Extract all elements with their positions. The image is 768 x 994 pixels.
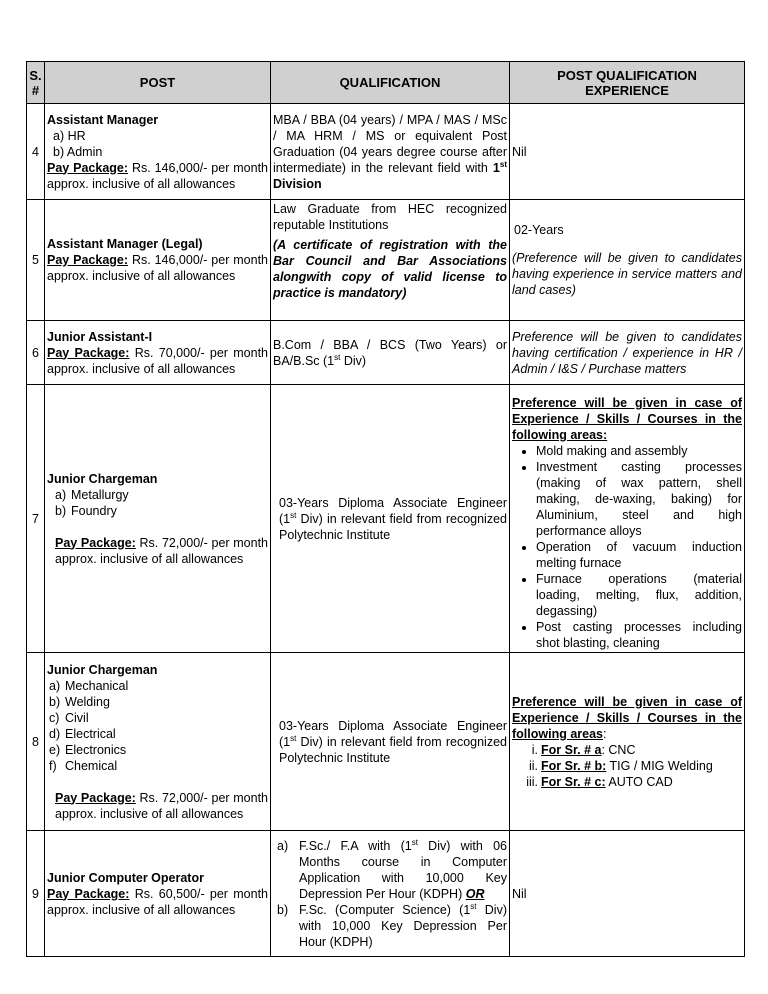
row-sno: 9 — [27, 831, 45, 957]
list-item: • Investment casting processes (making of wax pattern, shell making, de-waxing, baking) for Aluminium, steel and high performance alloys — [536, 459, 742, 539]
experience-cell: Preference will be given to candidates having certification / experience in HR / Admin / I&S / Purchase matters — [510, 321, 745, 385]
list-item: a) HR — [53, 128, 86, 143]
experience-list — [512, 742, 742, 790]
post-items — [47, 678, 268, 774]
experience-note: (Preference will be given to candidates having experience in service matters and land cases) — [512, 251, 742, 297]
post-title: Junior Computer Operator — [47, 870, 204, 885]
qualification-cell: 03-Years Diploma Associate Engineer (1st Div) in relevant field from recognized Polytechnic Institute — [271, 653, 510, 831]
table-header-row — [27, 62, 745, 104]
pay-package: Pay Package: Rs. 72,000/- per month approx. inclusive of all allowances — [55, 790, 268, 821]
list-item: b) Foundry — [55, 503, 117, 518]
table-row — [27, 831, 745, 957]
row-sno: 6 — [27, 321, 45, 385]
list-item: b) Welding — [49, 694, 110, 709]
header-post: POST — [45, 62, 271, 104]
table-row — [27, 385, 745, 653]
experience-cell: Nil — [510, 104, 745, 200]
post-cell — [45, 385, 271, 653]
table-row — [27, 200, 745, 321]
list-item: i. For Sr. # a: CNC — [531, 742, 636, 757]
qualification-cell: B.Com / BBA / BCS (Two Years) or BA/B.Sc (1st Div) — [271, 321, 510, 385]
table-row — [27, 321, 745, 385]
qualification-cell: a) F.Sc./ F.A with (1st Div) with 06 Months course in Computer Application with 10,000 Key Depression Per Hour (KDPH) OR b) F.Sc. (Computer Science) (1st Div) with 10,000 Key Depression Per Hour (KDPH) — [271, 831, 510, 957]
list-item: iii. For Sr. # c: AUTO CAD — [526, 774, 673, 789]
table-row — [27, 653, 745, 831]
experience-cell: Nil — [510, 831, 745, 957]
row-sno: 5 — [27, 200, 45, 321]
jobs-table — [26, 61, 745, 957]
header-experience: POST QUALIFICATION EXPERIENCE — [510, 62, 745, 104]
post-title: Assistant Manager (Legal) — [47, 237, 203, 251]
post-cell — [45, 831, 271, 957]
qualification-cell: 03-Years Diploma Associate Engineer (1st Div) in relevant field from recognized Polytechnic Institute — [271, 385, 510, 653]
list-item: • Mold making and assembly — [536, 443, 742, 459]
post-items — [47, 128, 268, 160]
list-item: d) Electrical — [49, 726, 116, 741]
header-sno: S. # — [27, 62, 45, 104]
row-sno: 8 — [27, 653, 45, 831]
post-title: Junior Chargeman — [47, 662, 158, 677]
experience-cell — [510, 385, 745, 653]
table-row — [27, 104, 745, 200]
qualification-cell: MBA / BBA (04 years) / MPA / MAS / MSc / MA HRM / MS or equivalent Post Graduation (04 years degree course after intermediate) in the relevant field with 1st Division — [271, 104, 510, 200]
post-title: Assistant Manager — [47, 112, 159, 127]
qualification-note: (A certificate of registration with the Bar Council and Bar Associations alongwith copy of valid license to practice is mandatory) — [273, 238, 507, 300]
pay-package: Pay Package: Rs. 60,500/- per month approx. inclusive of all allowances — [47, 886, 268, 917]
list-item: e) Electronics — [49, 742, 127, 757]
experience-list — [512, 443, 742, 651]
list-item: • Post casting processes including shot blasting, cleaning — [536, 619, 742, 651]
pay-package: Pay Package: Rs. 146,000/- per month approx. inclusive of all allowances — [47, 253, 268, 283]
experience-heading: Preference will be given in case of Experience / Skills / Courses in the following areas: — [512, 396, 742, 442]
post-title: Junior Assistant-I — [47, 329, 153, 344]
list-item: • Furnace operations (material loading, melting, flux, addition, degassing) — [536, 571, 742, 619]
list-item: c) Civil — [49, 710, 89, 725]
pay-package: Pay Package: Rs. 72,000/- per month approx. inclusive of all allowances — [55, 535, 268, 566]
post-cell — [45, 653, 271, 831]
pay-package: Pay Package: Rs. 70,000/- per month approx. inclusive of all allowances — [47, 345, 268, 376]
post-cell — [45, 104, 271, 200]
list-item: a) Mechanical — [49, 678, 129, 693]
experience-heading: Preference will be given in case of Experience / Skills / Courses in the following areas: — [512, 694, 742, 741]
list-item: ii. For Sr. # b: TIG / MIG Welding — [528, 758, 713, 773]
list-item: • Operation of vacuum induction melting furnace — [536, 539, 742, 571]
experience-cell: 02-Years (Preference will be given to candidates having experience in service matters and land cases) — [510, 200, 745, 321]
post-title: Junior Chargeman — [47, 471, 158, 486]
post-cell — [45, 321, 271, 385]
list-item: a) Metallurgy — [55, 487, 129, 502]
list-item: f) Chemical — [49, 758, 118, 773]
row-sno: 4 — [27, 104, 45, 200]
pay-package: Pay Package: Rs. 146,000/- per month approx. inclusive of all allowances — [47, 160, 268, 191]
post-cell — [45, 200, 271, 321]
header-qualification: QUALIFICATION — [271, 62, 510, 104]
post-items — [47, 487, 268, 519]
list-item: b) Admin — [53, 144, 103, 159]
experience-cell — [510, 653, 745, 831]
row-sno: 7 — [27, 385, 45, 653]
qualification-cell: Law Graduate from HEC recognized reputable Institutions (A certificate of registration with the Bar Council and Bar Associations alongwith copy of valid license to practice is mandatory) — [271, 200, 510, 321]
